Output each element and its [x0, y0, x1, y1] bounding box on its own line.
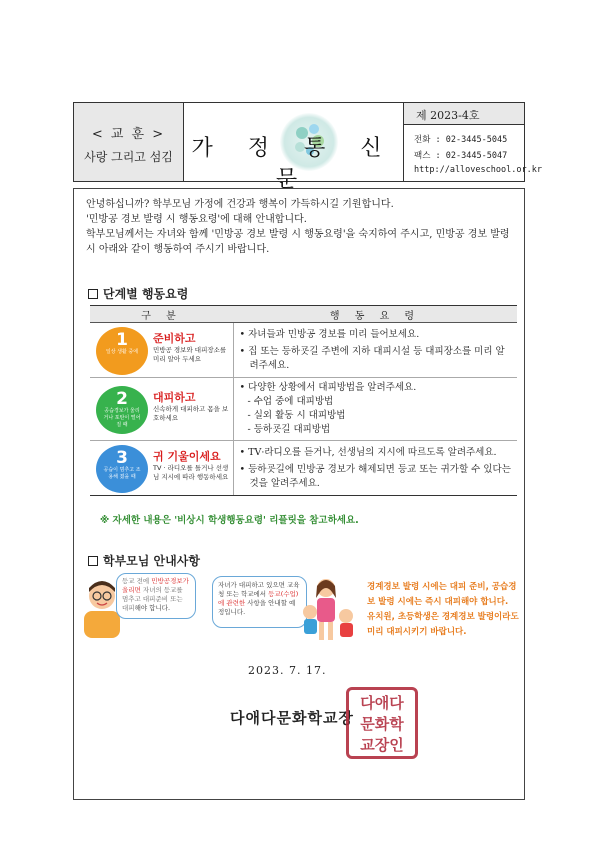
motto-label: < 교 훈 >: [91, 127, 166, 142]
speech-bubble-1: 등교 전에 민방공경보가 울리면 자녀의 등교를 멈추고 대피준비 또는 대피해야 합니다.: [116, 573, 196, 619]
step-card-2: [93, 385, 230, 433]
fax-text: 팩스 : 02-3445-5047: [414, 151, 508, 161]
checkbox-square-icon: [88, 289, 98, 299]
header-box: [73, 102, 542, 192]
table-row: [90, 441, 517, 496]
alert-guidance-text: 경계경보 발령 시에는 대피 준비, 공습경보 발령 시에는 즉시 대피해야 합니다. 유치원, 초등학생은 경계경보 발령이라도 미리 대피시키기 바랍니다.: [367, 582, 519, 637]
issue-number: 제 2023-4호: [404, 103, 524, 125]
action-item: • 집 또는 등하굣길 주변에 지하 대피시설 등 대피장소를 미리 알려주세요.: [239, 345, 505, 371]
section-heading-steps: 단계별 행동요령: [88, 285, 188, 302]
table-row: [90, 323, 517, 378]
step-title: 대피하고: [153, 391, 196, 404]
principal-signature: 다애다문화학교장: [230, 709, 354, 727]
table-row: [90, 378, 517, 441]
step-subtitle: 민방공 경보와 대피장소를 미리 알아 두세요: [153, 346, 227, 363]
website-link[interactable]: http://alloveschool.or.kr: [414, 165, 542, 175]
intro-line-3: 학부모님께서는 자녀와 함께 '민방공 경보 발령 시 행동요령'을 숙지하여 주시고, 민방공 경보 발령 시 아래와 같이 행동하여 주시기 바랍니다.: [86, 229, 510, 255]
phone-text: 전화 : 02-3445-5045: [414, 135, 508, 145]
step-circle: 1 일상 생활 중에: [96, 327, 148, 375]
table-header-row: [90, 306, 517, 323]
intro-line-1: 안녕하십니까? 학부모님 가정에 건강과 행복이 가득하시길 기원합니다.: [86, 199, 394, 210]
intro-text: [86, 197, 516, 257]
action-item: • 다양한 상황에서 대피방법을 알려주세요.: [239, 382, 417, 393]
contact-cell: [404, 103, 542, 181]
intro-line-2: '민방공 경보 발령 시 행동요령'에 대해 안내합니다.: [86, 214, 307, 225]
step-card-3: [93, 444, 230, 492]
step-title: 준비하고: [153, 332, 196, 345]
action-item: • TV·라디오를 듣거나, 선생님의 지시에 따르도록 알려주세요.: [239, 446, 497, 458]
step-title: 귀 기울이세요: [153, 450, 221, 463]
step-circle: 2 공습경보가 울리거나 포탄이 떨어질 때: [96, 386, 148, 434]
school-seal-stamp: 다애다 문화학 교장인: [346, 687, 418, 759]
step-circle: 3 공습이 멈추고 조용해 졌을 때: [96, 445, 148, 493]
leaflet-note: ※ 자세한 내용은 '비상시 학생행동요령' 리플릿을 참고하세요.: [100, 515, 359, 526]
title-cell: [184, 103, 404, 192]
step-subtitle: TV · 라디오를 틀거나 선생님 지시에 따라 행동하세요: [153, 464, 229, 481]
step-subtitle: 신속하게 대피하고 몸을 보호하세요: [153, 405, 229, 422]
issue-date: 2023. 7. 17.: [248, 664, 327, 677]
action-subitem: - 실외 활동 시 대피방법: [247, 410, 346, 421]
table-header-category: 구 분: [90, 306, 233, 323]
table-header-actions: 행 동 요 령: [233, 306, 517, 323]
action-subitem: - 등하굣길 대피방법: [247, 424, 331, 435]
family-illustration: [298, 576, 362, 642]
action-table: [90, 305, 517, 496]
speech-bubble-2: 자녀가 대피하고 있으면 교육청 또는 학교에서 등교(수업)에 관련한 사항을 안내할 예정입니다.: [212, 576, 307, 628]
step-card-1: [93, 326, 230, 374]
newsletter-title: 가 정 통 신 문: [191, 136, 396, 192]
checkbox-square-icon: [88, 556, 98, 566]
action-item: • 자녀들과 민방공 경보를 미리 들어보세요.: [239, 328, 420, 340]
motto-text: 사랑 그리고 섬김: [84, 150, 173, 164]
action-subitem: - 수업 중에 대피방법: [247, 396, 334, 407]
section-heading-parents: 학부모님 안내사항: [88, 552, 200, 569]
action-item: • 등하굣길에 민방공 경보가 해제되면 등교 또는 귀가할 수 있다는 것을 알려주세요.: [239, 463, 511, 489]
motto-cell: [74, 103, 184, 181]
